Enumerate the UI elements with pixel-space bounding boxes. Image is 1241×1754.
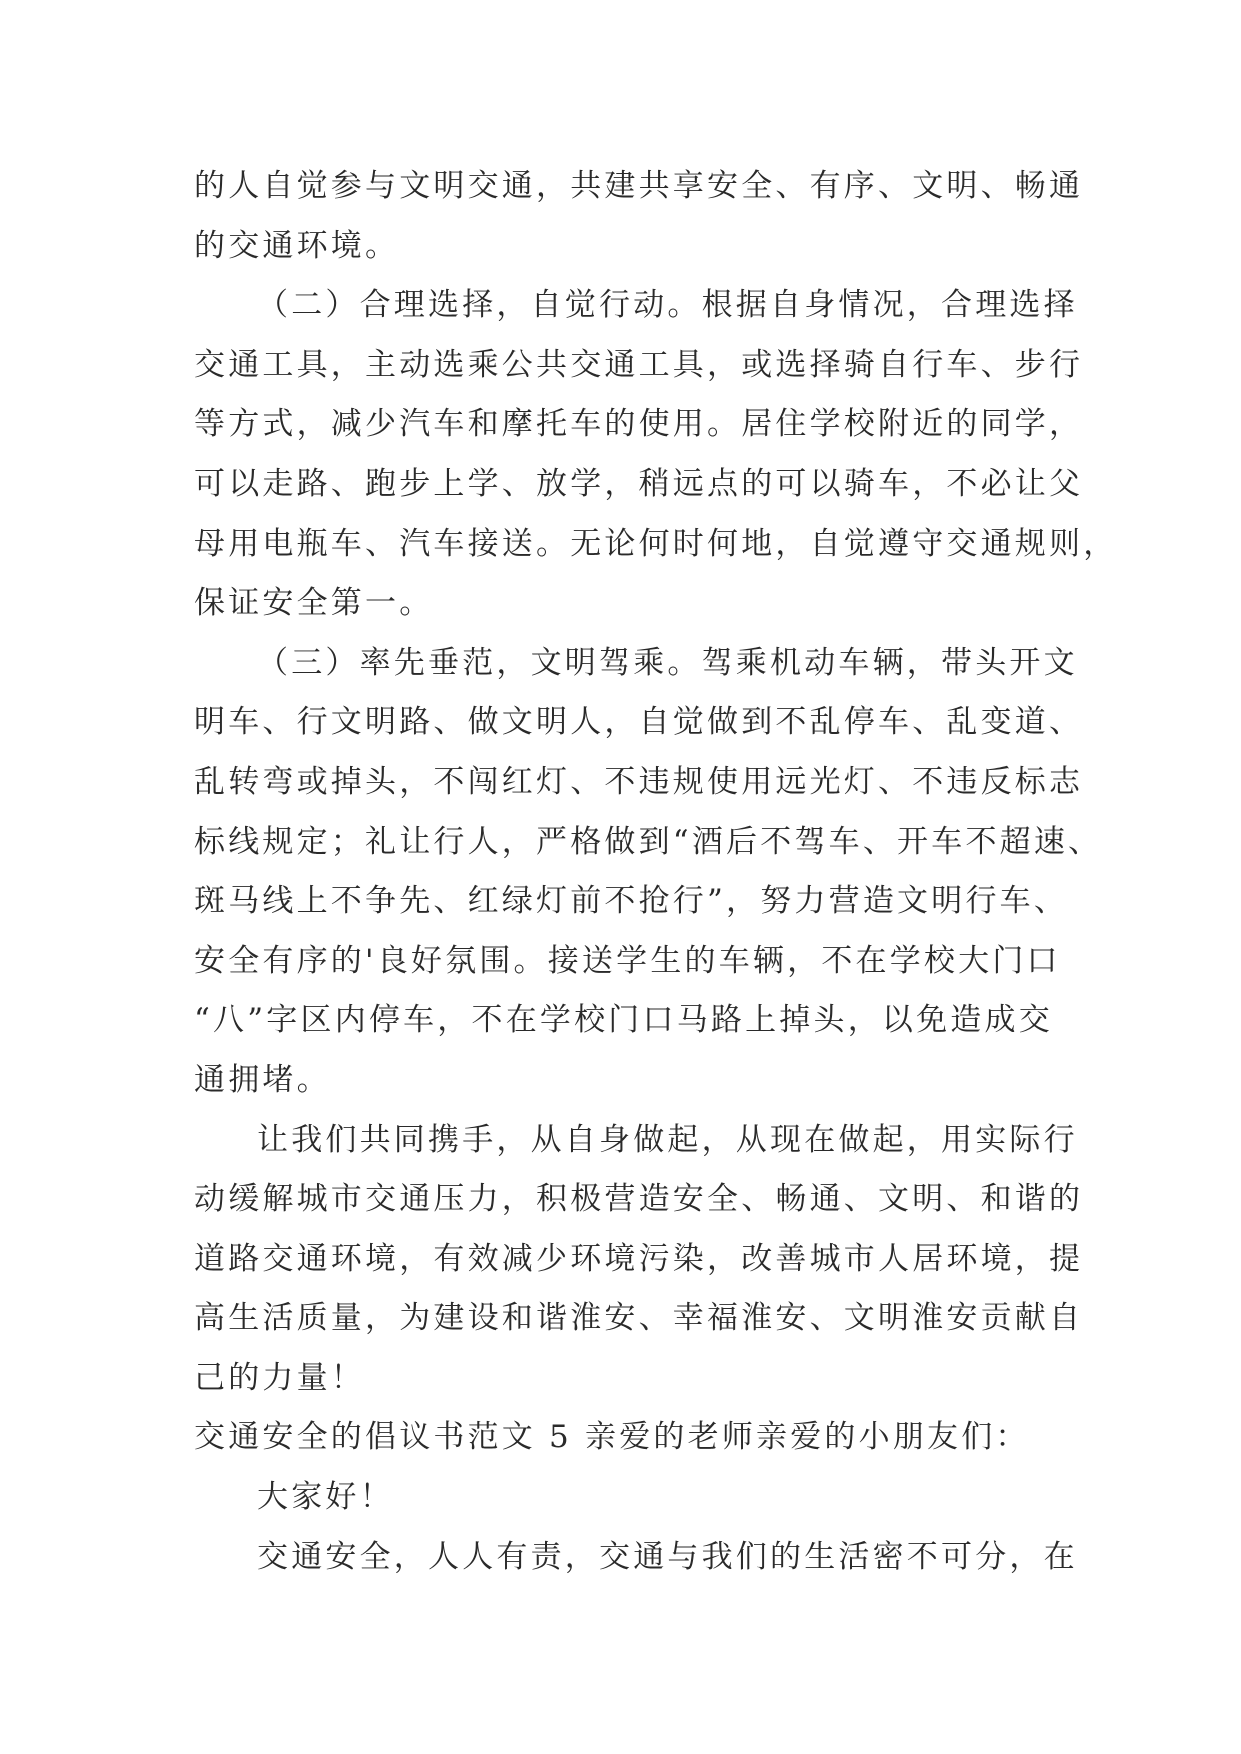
- text-line: 通拥堵。: [194, 1061, 331, 1098]
- text-line: 标线规定；礼让行人，严格做到“酒后不驾车、开车不超速、: [194, 823, 1103, 860]
- text-line: 的交通环境。: [194, 227, 400, 264]
- text-line: 等方式，减少汽车和摩托车的使用。居住学校附近的同学，: [194, 406, 1084, 443]
- text-line: 安全有序的'良好氛围。接送学生的车辆，不在学校大门口: [194, 942, 1061, 979]
- text-line: 让我们共同携手，从自身做起，从现在做起，用实际行: [257, 1121, 1078, 1158]
- document-body: [194, 157, 1118, 1587]
- text-line: 动缓解城市交通压力，积极营造安全、畅通、文明、和谐的: [194, 1181, 1084, 1218]
- text-line: 己的力量！: [194, 1359, 365, 1396]
- text-line: 斑马线上不争先、红绿灯前不抢行”，努力营造文明行车、: [194, 883, 1069, 920]
- text-line: （二）合理选择，自觉行动。根据自身情况，合理选择: [257, 287, 1078, 324]
- text-line: 保证安全第一。: [194, 585, 434, 622]
- text-line: 交通工具，主动选乘公共交通工具，或选择骑自行车、步行: [194, 346, 1084, 383]
- text-line: 大家好！: [257, 1479, 394, 1516]
- text-line: 交通安全，人人有责，交通与我们的生活密不可分，在: [257, 1538, 1078, 1575]
- text-line: 高生活质量，为建设和谐淮安、幸福淮安、文明淮安贡献自: [194, 1300, 1084, 1337]
- text-line: 交通安全的倡议书范文 5 亲爱的老师亲爱的小朋友们：: [194, 1419, 1030, 1456]
- text-line: 的人自觉参与文明交通，共建共享安全、有序、文明、畅通: [194, 168, 1084, 204]
- text-line: 可以走路、跑步上学、放学，稍远点的可以骑车，不必让父: [194, 465, 1084, 502]
- text-line: 明车、行文明路、做文明人，自觉做到不乱停车、乱变道、: [194, 704, 1084, 741]
- text-line: 道路交通环境，有效减少环境污染，改善城市人居环境，提: [194, 1240, 1084, 1277]
- text-line: 乱转弯或掉头，不闯红灯、不违规使用远光灯、不违反标志: [194, 763, 1084, 800]
- text-line: “八”字区内停车，不在学校门口马路上掉头，以免造成交: [194, 1002, 1053, 1039]
- text-line: 母用电瓶车、汽车接送。无论何时何地，自觉遵守交通规则，: [194, 525, 1118, 562]
- text-line: （三）率先垂范，文明驾乘。驾乘机动车辆，带头开文: [257, 644, 1078, 681]
